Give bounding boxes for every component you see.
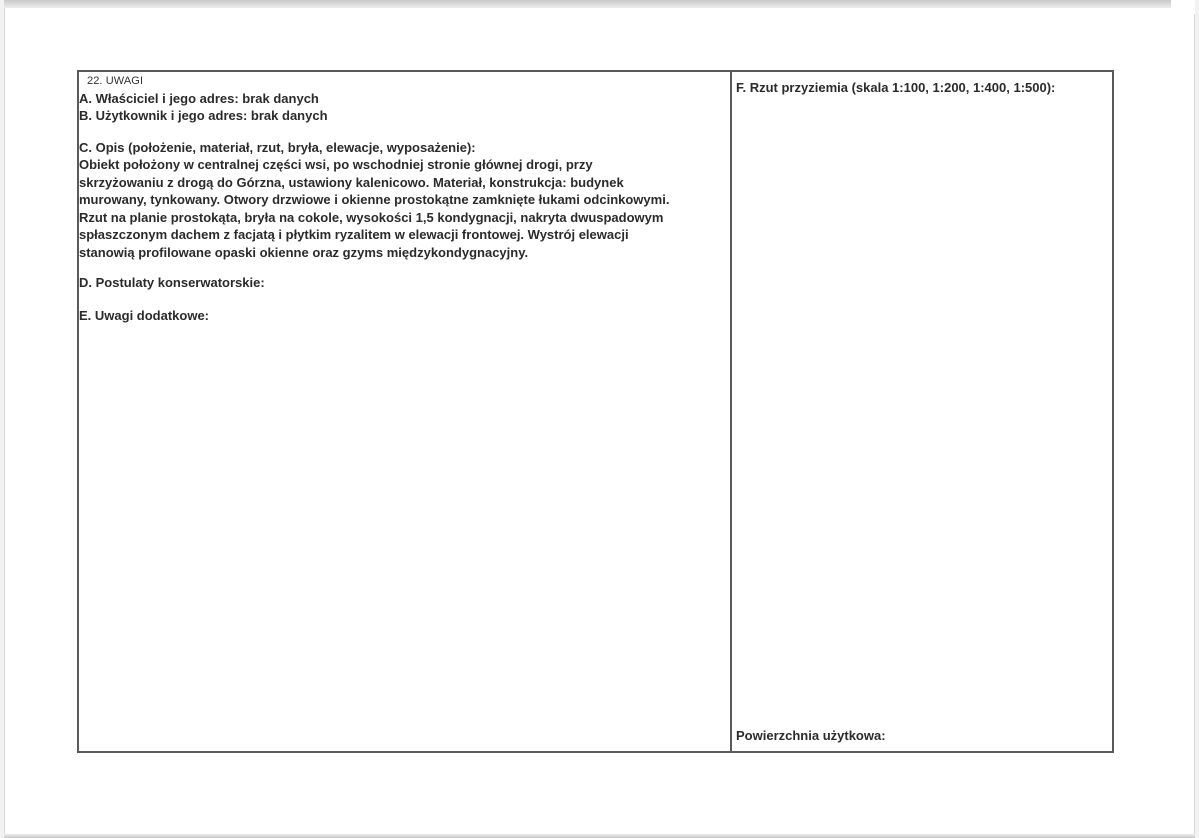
description-heading: C. Opis (położenie, materiał, rzut, bryła, elewacje, wyposażenie):: [79, 140, 476, 155]
owner-line: A. Właściciel i jego adres: brak danych: [79, 91, 319, 106]
scan-edge-right: [1171, 0, 1195, 14]
usable-area-label: Powierzchnia użytkowa:: [736, 728, 886, 743]
floor-plan-title: F. Rzut przyziemia (skala 1:100, 1:200, 1:400, 1:500):: [736, 80, 1056, 95]
description-line: Obiekt położony w centralnej części wsi, po wschodniej stronie głównej drogi, przy: [79, 157, 593, 172]
section-header: 22. UWAGI: [87, 75, 144, 87]
remarks-form: [77, 70, 1114, 753]
description-line: murowany, tynkowany. Otwory drzwiowe i okienne prostokątne zamknięte łukami odcinkowymi.: [79, 192, 670, 208]
user-line: B. Użytkownik i jego adres: brak danych: [79, 108, 328, 123]
description-line: Rzut na planie prostokąta, bryła na cokole, wysokości 1,5 kondygnacji, nakryta dwuspadowym: [79, 209, 664, 225]
additional-notes-label: E. Uwagi dodatkowe:: [79, 308, 210, 323]
description-body: [79, 156, 729, 262]
floor-plan-panel: [732, 72, 1112, 751]
description-line: stanowią profilowane opaski okienne oraz gzyms międzykondygnacyjny.: [79, 244, 529, 260]
scan-edge-top: [4, 0, 1176, 8]
postulates-label: D. Postulaty konserwatorskie:: [79, 275, 265, 290]
description-line: skrzyżowaniu z drogą do Górzna, ustawiony kalenicowo. Materiał, konstrukcja: budynek: [79, 174, 624, 190]
remarks-panel: [79, 72, 732, 751]
scan-edge-bottom: [4, 834, 1195, 838]
description-line: spłaszczonym dachem z facjatą i płytkim ryzalitem w elewacji frontowej. Wystrój elewacji: [79, 227, 629, 243]
